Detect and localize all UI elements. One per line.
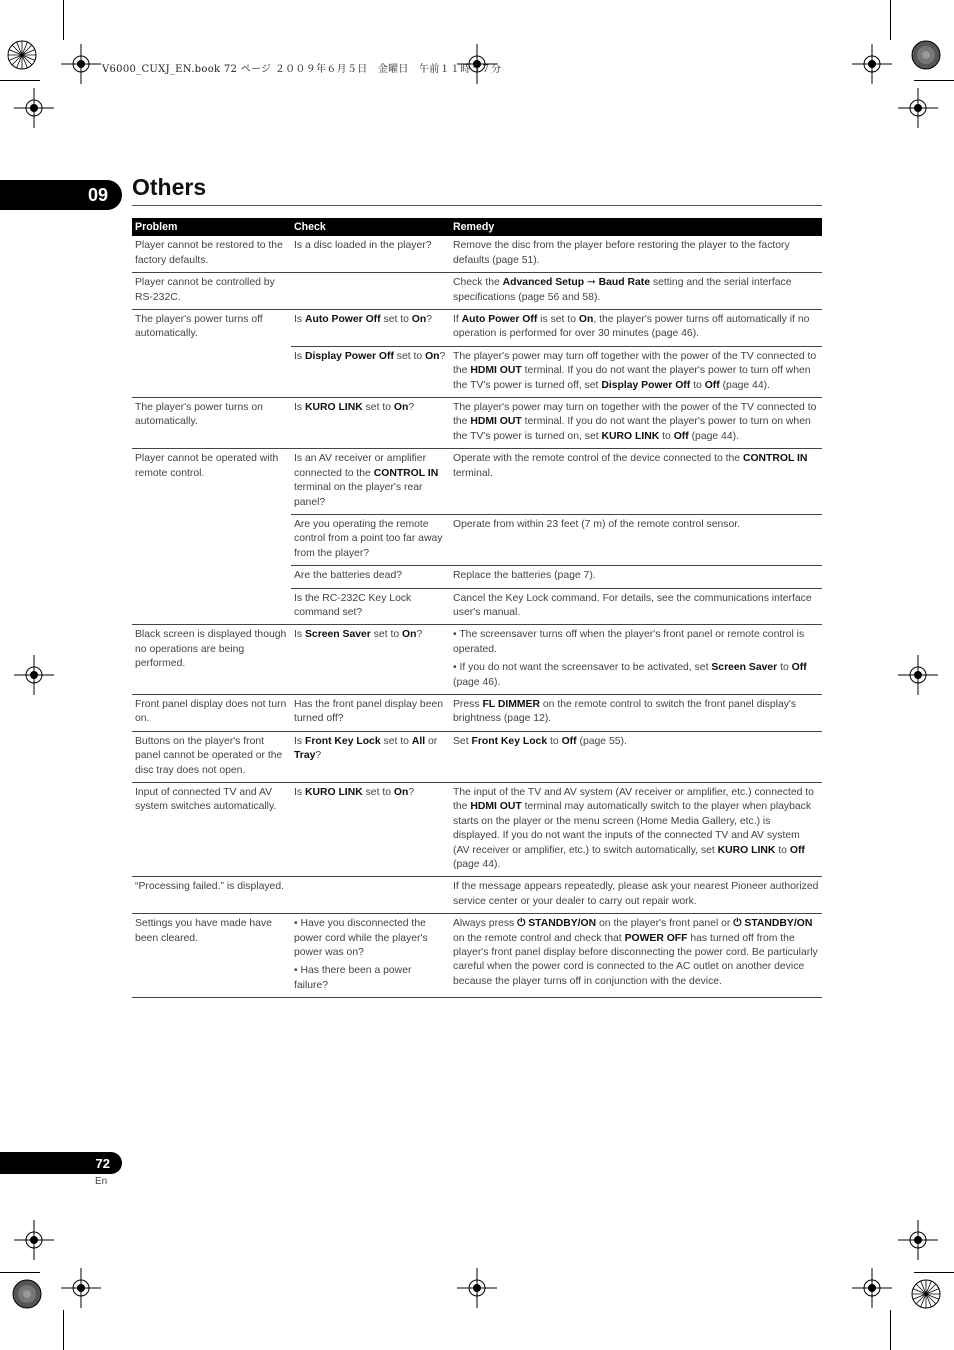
remedy-cell: The player's power may turn off together with the power of the TV connected to the HDMI OUT terminal. If you do not want the player's power to turn off when the TV's power is turned off, set Display Power Off to Off (page 44). xyxy=(450,346,822,397)
problem-cell: Buttons on the player's front panel cannot be operated or the disc tray does not open. xyxy=(132,731,291,782)
crosshair-icon xyxy=(852,1268,892,1308)
problem-cell: Front panel display does not turn on. xyxy=(132,694,291,731)
problem-cell: The player's power turns off automatically. xyxy=(132,310,291,398)
crosshair-icon xyxy=(852,44,892,84)
chapter-number-tab: 09 xyxy=(0,180,122,210)
crosshair-icon xyxy=(898,655,938,695)
check-cell: Is Display Power Off set to On? xyxy=(291,346,450,397)
trim-mark xyxy=(914,80,954,81)
problem-cell: Black screen is displayed though no operations are being performed. xyxy=(132,625,291,695)
table-row xyxy=(132,625,822,695)
remedy-cell: Set Front Key Lock to Off (page 55). xyxy=(450,731,822,782)
remedy-cell: Replace the batteries (page 7). xyxy=(450,566,822,588)
trim-mark xyxy=(63,1310,64,1350)
crosshair-icon xyxy=(61,1268,101,1308)
print-color-disc-icon xyxy=(7,40,37,70)
problem-cell: Player cannot be restored to the factory defaults. xyxy=(132,236,291,272)
check-cell: Is an AV receiver or amplifier connected to the CONTROL IN terminal on the player's rear panel? xyxy=(291,449,450,515)
language-label: En xyxy=(95,1176,108,1187)
table-row xyxy=(132,694,822,731)
check-cell: Is Screen Saver set to On? xyxy=(291,625,450,695)
remedy-cell: Press FL DIMMER on the remote control to switch the front panel display's brightness (page 12). xyxy=(450,694,822,731)
crosshair-icon xyxy=(14,655,54,695)
standby-on-button-label: ⏻ STANDBY/ON xyxy=(517,918,597,930)
remedy-cell: The input of the TV and AV system (AV receiver or amplifier, etc.) connected to the HDMI OUT terminal may automatically switch to the player when playback starts on the player or the menu screen (Home Media Gallery, etc.) is displayed. If you do not want the inputs of the connected TV and AV system (AV receiver or amplifier, etc.) to switch automatically, set KURO LINK to Off (page 44). xyxy=(450,783,822,877)
remedy-cell: Operate from within 23 feet (7 m) of the remote control sensor. xyxy=(450,514,822,565)
table-row xyxy=(132,877,822,914)
print-color-disc-icon xyxy=(911,40,941,70)
title-divider xyxy=(132,205,822,206)
check-cell: Is the RC-232C Key Lock command set? xyxy=(291,588,450,625)
crosshair-icon xyxy=(14,1220,54,1260)
problem-cell: “Processing failed.” is displayed. xyxy=(132,877,291,914)
arrow-right-icon: ➞ xyxy=(586,277,596,289)
trim-mark xyxy=(0,1272,40,1273)
remedy-cell: Always press ⏻ STANDBY/ON on the player's front panel or ⏻ STANDBY/ON on the remote control and check that POWER OFF has turned off from the player's front panel display before disconnecting the power cord. Be particularly careful when the power cord is connected to the AC outlet on another device because the player turns off in conjunction with the device. xyxy=(450,914,822,998)
column-header-remedy: Remedy xyxy=(450,218,822,236)
column-header-problem: Problem xyxy=(132,218,291,236)
crosshair-icon xyxy=(898,88,938,128)
print-color-disc-icon xyxy=(911,1279,941,1309)
check-cell: Are you operating the remote control from a point too far away from the player? xyxy=(291,514,450,565)
bullet-item: • The screensaver turns off when the player's front panel or remote control is operated. xyxy=(453,629,805,655)
crosshair-icon xyxy=(14,88,54,128)
remedy-cell: The player's power may turn on together with the power of the TV connected to the HDMI OUT terminal. If you do not want the player's power to turn on when the TV's power is turned on, set KURO LINK to Off (page 44). xyxy=(450,398,822,449)
print-file-header: V6000_CUXJ_EN.book 72 ページ ２００９年６月５日 金曜日 午前１１時５７分 xyxy=(102,64,502,75)
check-cell xyxy=(291,914,450,998)
problem-cell: The player's power turns on automatically. xyxy=(132,398,291,449)
trim-mark xyxy=(0,80,40,81)
bullet-item: • Have you disconnected the power cord while the player's power was on? xyxy=(294,918,428,959)
check-cell xyxy=(291,273,450,310)
check-cell: Has the front panel display been turned off? xyxy=(291,694,450,731)
crosshair-icon xyxy=(898,1220,938,1260)
standby-on-button-label: ⏻ STANDBY/ON xyxy=(733,918,813,930)
trim-mark xyxy=(890,0,891,40)
problem-cell: Input of connected TV and AV system switches automatically. xyxy=(132,783,291,877)
table-row xyxy=(132,449,822,515)
check-cell: Is KURO LINK set to On? xyxy=(291,783,450,877)
table-row xyxy=(132,310,822,347)
remedy-cell: If the message appears repeatedly, please ask your nearest Pioneer authorized service center or your dealer to carry out repair work. xyxy=(450,877,822,914)
table-row xyxy=(132,914,822,998)
table-row xyxy=(132,273,822,310)
trim-mark xyxy=(890,1310,891,1350)
trim-mark xyxy=(914,1272,954,1273)
crosshair-icon xyxy=(61,44,101,84)
remedy-cell: If Auto Power Off is set to On, the player's power turns off automatically if no operation is performed for over 30 minutes (page 46). xyxy=(450,310,822,347)
remedy-cell: Cancel the Key Lock command. For details, see the communications interface user's manual. xyxy=(450,588,822,625)
table-row xyxy=(132,398,822,449)
table-header-row xyxy=(132,218,822,236)
print-color-disc-icon xyxy=(12,1279,42,1309)
table-row xyxy=(132,783,822,877)
column-header-check: Check xyxy=(291,218,450,236)
bullet-item: • If you do not want the screensaver to be activated, set Screen Saver to Off (page 46). xyxy=(453,662,807,688)
page-title: Others xyxy=(132,174,207,200)
table-row xyxy=(132,236,822,272)
troubleshooting-table xyxy=(132,218,822,998)
problem-cell: Player cannot be operated with remote control. xyxy=(132,449,291,625)
table-row xyxy=(132,731,822,782)
bullet-item: • Has there been a power failure? xyxy=(294,965,412,991)
page-number: 72 xyxy=(0,1152,122,1174)
check-cell: Are the batteries dead? xyxy=(291,566,450,588)
remedy-cell: Check the Advanced Setup ➞ Baud Rate setting and the serial interface specifications (page 56 and 58). xyxy=(450,273,822,310)
remedy-cell xyxy=(450,625,822,695)
problem-cell: Player cannot be controlled by RS-232C. xyxy=(132,273,291,310)
check-cell: Is Auto Power Off set to On? xyxy=(291,310,450,347)
remedy-cell: Remove the disc from the player before restoring the player to the factory defaults (page 51). xyxy=(450,236,822,272)
crosshair-icon xyxy=(457,1268,497,1308)
check-cell xyxy=(291,877,450,914)
problem-cell: Settings you have made have been cleared. xyxy=(132,914,291,998)
check-cell: Is a disc loaded in the player? xyxy=(291,236,450,272)
remedy-cell: Operate with the remote control of the device connected to the CONTROL IN terminal. xyxy=(450,449,822,515)
check-cell: Is Front Key Lock set to All or Tray? xyxy=(291,731,450,782)
check-cell: Is KURO LINK set to On? xyxy=(291,398,450,449)
trim-mark xyxy=(63,0,64,40)
